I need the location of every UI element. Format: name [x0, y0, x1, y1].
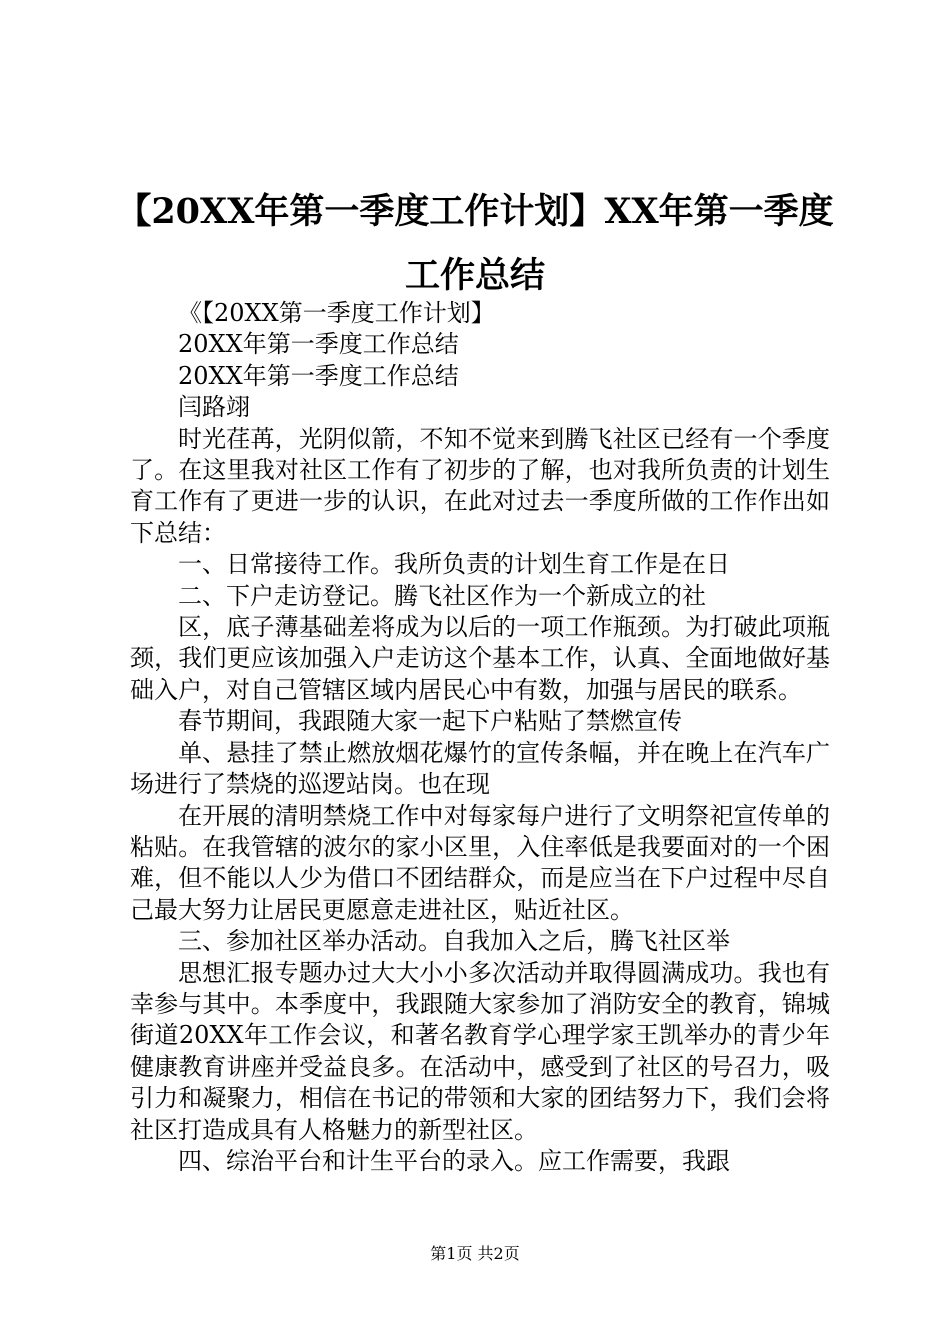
paragraph: 二、下户走访登记。腾飞社区作为一个新成立的社 [178, 581, 706, 610]
paragraph: 《【20XX第一季度工作计划】 [178, 299, 495, 327]
paragraph: 三、参加社区举办活动。自我加入之后，腾飞社区举 [178, 927, 730, 956]
paragraph: 思想汇报专题办过大大小小多次活动并取得圆满成功。我也有幸参与其中。本季度中，我跟随大家参加了消防安全的教育，锦城街道20XX年工作会议，和著名教育学心理学家王凯举办的青少年健康教育讲座并受益良多。在活动中，感受到了社区的号召力，吸引力和凝聚力，相信在书记的带领和大家的团结努力下，我们会将社区打造成具有人格魅力的新型社区。 [130, 958, 830, 1144]
paragraph: 四、综治平台和计生平台的录入。应工作需要，我跟 [178, 1146, 730, 1175]
paragraph: 单、悬挂了禁止燃放烟花爆竹的宣传条幅，并在晚上在汽车广场进行了禁烧的巡逻站岗。也在现 [130, 738, 830, 799]
paragraph: 区，底子薄基础差将成为以后的一项工作瓶颈。为打破此项瓶颈，我们更应该加强入户走访这个基本工作，认真、全面地做好基础入户，对自己管辖区域内居民心中有数，加强与居民的联系。 [130, 613, 830, 704]
paragraph: 时光荏苒，光阴似箭，不知不觉来到腾飞社区已经有一个季度了。在这里我对社区工作有了初步的了解，也对我所负责的计划生育工作有了更进一步的认识，在此对过去一季度所做的工作作出如下总结： [130, 424, 830, 547]
paragraph: 一、日常接待工作。我所负责的计划生育工作是在日 [178, 550, 730, 579]
document-body [130, 298, 830, 1177]
author-name: 闫路翊 [178, 393, 250, 422]
page-number-footer: 第1页 共2页 [430, 1244, 520, 1263]
paragraph: 春节期间，我跟随大家一起下户粘贴了禁燃宣传 [178, 707, 682, 736]
paragraph: 20XX年第一季度工作总结 [178, 361, 459, 390]
paragraph: 20XX年第一季度工作总结 [178, 330, 459, 359]
document-title: 【20XX年第一季度工作计划】XX年第一季度工作总结 [116, 191, 834, 296]
paragraph: 在开展的清明禁烧工作中对每家每户进行了文明祭祀宣传单的粘贴。在我管辖的波尔的家小区里，入住率低是我要面对的一个困难，但不能以人少为借口不团结群众，而是应当在下户过程中尽自己最大努力让居民更愿意走进社区，贴近社区。 [130, 801, 830, 924]
